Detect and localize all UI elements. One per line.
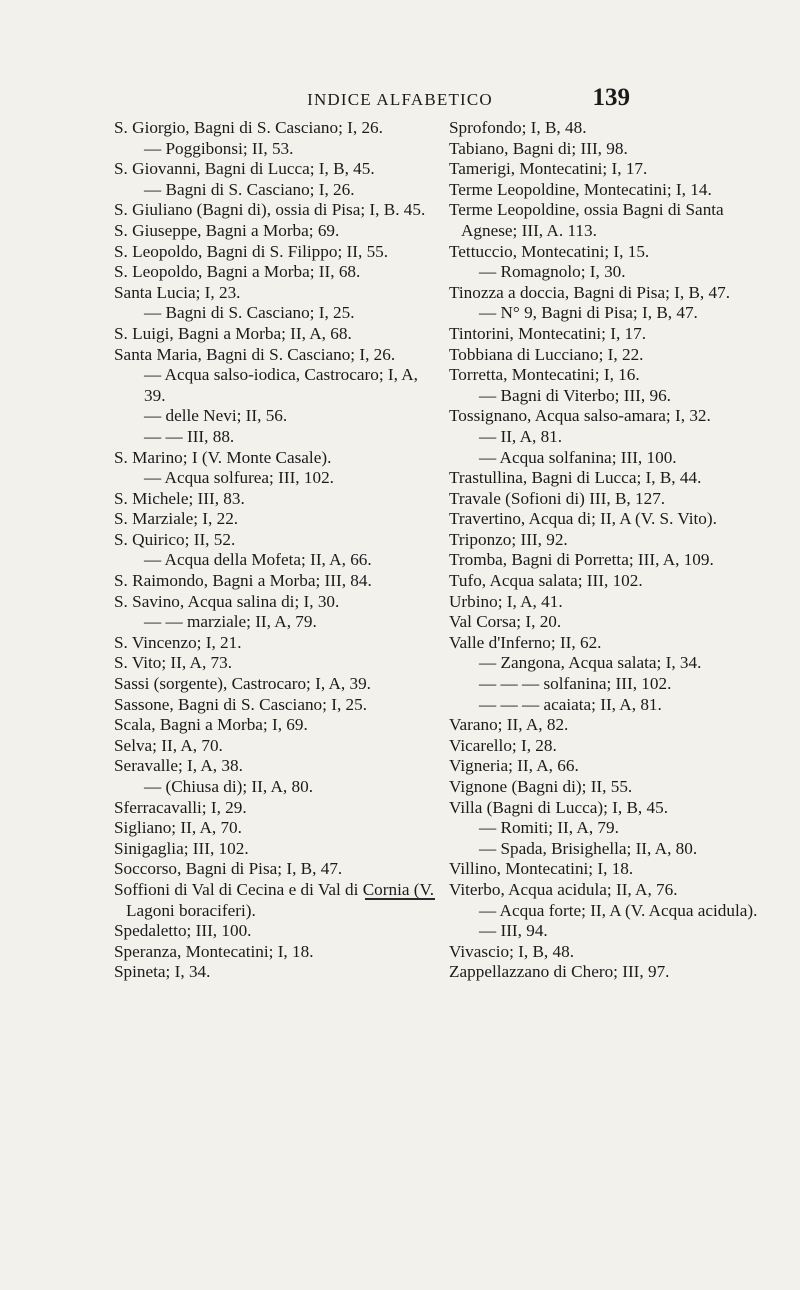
index-entry: — Bagni di Viterbo; III, 96. bbox=[479, 385, 671, 405]
index-entry: Soffioni di Val di Cecina e di Val di Cornia (V. Lagoni boraciferi). bbox=[114, 879, 435, 920]
index-entry: S. Raimondo, Bagni a Morba; III, 84. bbox=[114, 571, 372, 591]
index-entry: Scala, Bagni a Morba; I, 69. bbox=[114, 715, 308, 735]
index-entry: — Acqua salso-iodica, Castrocaro; I, A, 39. bbox=[144, 365, 418, 405]
index-entry: Spedaletto; III, 100. bbox=[114, 921, 252, 941]
index-entry: Sinigaglia; III, 102. bbox=[114, 838, 249, 858]
index-entry: S. Giuliano (Bagni di), ossia di Pisa; I, B. 45. bbox=[114, 200, 426, 220]
index-entry: S. Vito; II, A, 73. bbox=[114, 653, 233, 673]
index-entry: — Bagni di S. Casciano; I, 25. bbox=[144, 303, 355, 323]
index-entry: Tobbiana di Lucciano; I, 22. bbox=[449, 344, 644, 364]
index-entry: Tamerigi, Montecatini; I, 17. bbox=[449, 159, 648, 179]
index-entry: Trastullina, Bagni di Lucca; I, B, 44. bbox=[449, 468, 702, 488]
end-rule bbox=[365, 898, 435, 900]
index-entry: Travertino, Acqua di; II, A (V. S. Vito). bbox=[449, 509, 717, 529]
index-column-right bbox=[449, 118, 769, 983]
index-entry: — Acqua forte; II, A (V. Acqua acidula). bbox=[479, 900, 758, 920]
index-entry: Sassone, Bagni di S. Casciano; I, 25. bbox=[114, 694, 368, 714]
index-entry: — Acqua solfanina; III, 100. bbox=[479, 447, 677, 467]
index-entry: Santa Lucia; I, 23. bbox=[114, 282, 241, 302]
index-entry: Tufo, Acqua salata; III, 102. bbox=[449, 571, 643, 591]
index-entry: Spineta; I, 34. bbox=[114, 962, 211, 982]
index-entry: Sprofondo; I, B, 48. bbox=[449, 118, 587, 137]
index-entry: Villino, Montecatini; I, 18. bbox=[449, 859, 634, 879]
index-column-left bbox=[114, 118, 434, 983]
index-entry: Torretta, Montecatini; I, 16. bbox=[449, 365, 640, 385]
index-entry: Tossignano, Acqua salso-amara; I, 32. bbox=[449, 406, 711, 426]
index-entry: Speranza, Montecatini; I, 18. bbox=[114, 941, 314, 961]
index-entry: — Zangona, Acqua salata; I, 34. bbox=[479, 653, 702, 673]
index-entry: Seravalle; I, A, 38. bbox=[114, 756, 243, 776]
index-entry: — N° 9, Bagni di Pisa; I, B, 47. bbox=[479, 303, 698, 323]
index-entry: Triponzo; III, 92. bbox=[449, 529, 568, 549]
index-entry: S. Vincenzo; I, 21. bbox=[114, 632, 242, 652]
index-entry: — — marziale; II, A, 79. bbox=[144, 612, 317, 632]
index-entry: S. Marino; I (V. Monte Casale). bbox=[114, 447, 332, 467]
index-entry: Terme Leopoldine, Montecatini; I, 14. bbox=[449, 179, 712, 199]
index-entry: — Poggibonsi; II, 53. bbox=[144, 138, 294, 158]
index-entry: Vicarello; I, 28. bbox=[449, 735, 557, 755]
index-entry: Selva; II, A, 70. bbox=[114, 735, 223, 755]
index-entry: Santa Maria, Bagni di S. Casciano; I, 26. bbox=[114, 344, 396, 364]
index-entry: Tabiano, Bagni di; III, 98. bbox=[449, 138, 628, 158]
running-head bbox=[0, 76, 800, 112]
index-entry: Zappellazzano di Chero; III, 97. bbox=[449, 962, 670, 982]
index-entry: — — — solfanina; III, 102. bbox=[479, 674, 672, 694]
index-entry: S. Savino, Acqua salina di; I, 30. bbox=[114, 591, 340, 611]
index-entry: S. Marziale; I, 22. bbox=[114, 509, 239, 529]
index-entry: — Romagnolo; I, 30. bbox=[479, 262, 626, 282]
index-entry: — Acqua solfurea; III, 102. bbox=[144, 468, 334, 488]
index-entry: S. Michele; III, 83. bbox=[114, 488, 245, 508]
index-entry: Tintorini, Montecatini; I, 17. bbox=[449, 323, 647, 343]
index-entry: — Acqua della Mofeta; II, A, 66. bbox=[144, 550, 372, 570]
index-entry: — — — acaiata; II, A, 81. bbox=[479, 694, 662, 714]
index-entry: Travale (Sofioni di) III, B, 127. bbox=[449, 488, 666, 508]
index-entry: Sferracavalli; I, 29. bbox=[114, 797, 247, 817]
index-entry: — delle Nevi; II, 56. bbox=[144, 406, 288, 426]
index-entry: Vivascio; I, B, 48. bbox=[449, 941, 574, 961]
index-entry: S. Giorgio, Bagni di S. Casciano; I, 26. bbox=[114, 118, 383, 137]
index-entry: Soccorso, Bagni di Pisa; I, B, 47. bbox=[114, 859, 343, 879]
index-entry: Villa (Bagni di Lucca); I, B, 45. bbox=[449, 797, 669, 817]
index-entry: — (Chiusa di); II, A, 80. bbox=[144, 777, 313, 796]
index-entry: — Spada, Brisighella; II, A, 80. bbox=[479, 838, 698, 858]
index-entry: Tinozza a doccia, Bagni di Pisa; I, B, 47. bbox=[449, 282, 731, 302]
running-title: INDICE ALFABETICO bbox=[307, 90, 493, 109]
index-entry: Terme Leopoldine, ossia Bagni di Santa Agnese; III, A. 113. bbox=[449, 200, 724, 240]
index-entry: — II, A, 81. bbox=[479, 426, 563, 446]
index-entry: S. Leopoldo, Bagni di S. Filippo; II, 55. bbox=[114, 241, 389, 261]
index-entry: Valle d'Inferno; II, 62. bbox=[449, 632, 602, 652]
index-entry: Varano; II, A, 82. bbox=[449, 715, 569, 735]
index-entry: Vignone (Bagni di); II, 55. bbox=[449, 777, 633, 796]
index-entry: Val Corsa; I, 20. bbox=[449, 612, 562, 632]
index-entry: Tettuccio, Montecatini; I, 15. bbox=[449, 241, 650, 261]
index-entry: Sigliano; II, A, 70. bbox=[114, 818, 242, 838]
index-entry: Vigneria; II, A, 66. bbox=[449, 756, 579, 776]
index-entry: S. Giovanni, Bagni di Lucca; I, B, 45. bbox=[114, 159, 375, 179]
index-entry: Sassi (sorgente), Castrocaro; I, A, 39. bbox=[114, 674, 371, 694]
index-entry: — — III, 88. bbox=[144, 426, 235, 446]
index-entry: Urbino; I, A, 41. bbox=[449, 591, 563, 611]
index-entry: S. Luigi, Bagni a Morba; II, A, 68. bbox=[114, 323, 352, 343]
page-number: 139 bbox=[592, 84, 630, 111]
index-entry: Viterbo, Acqua acidula; II, A, 76. bbox=[449, 879, 678, 899]
index-entry: S. Giuseppe, Bagni a Morba; 69. bbox=[114, 220, 340, 240]
index-entry: — Bagni di S. Casciano; I, 26. bbox=[144, 179, 355, 199]
index-entry: S. Leopoldo, Bagni a Morba; II, 68. bbox=[114, 262, 361, 282]
index-entry: — III, 94. bbox=[479, 921, 548, 941]
index-entry: Tromba, Bagni di Porretta; III, A, 109. bbox=[449, 550, 714, 570]
index-entry: — Romiti; II, A, 79. bbox=[479, 818, 619, 838]
index-entry: S. Quirico; II, 52. bbox=[114, 529, 236, 549]
